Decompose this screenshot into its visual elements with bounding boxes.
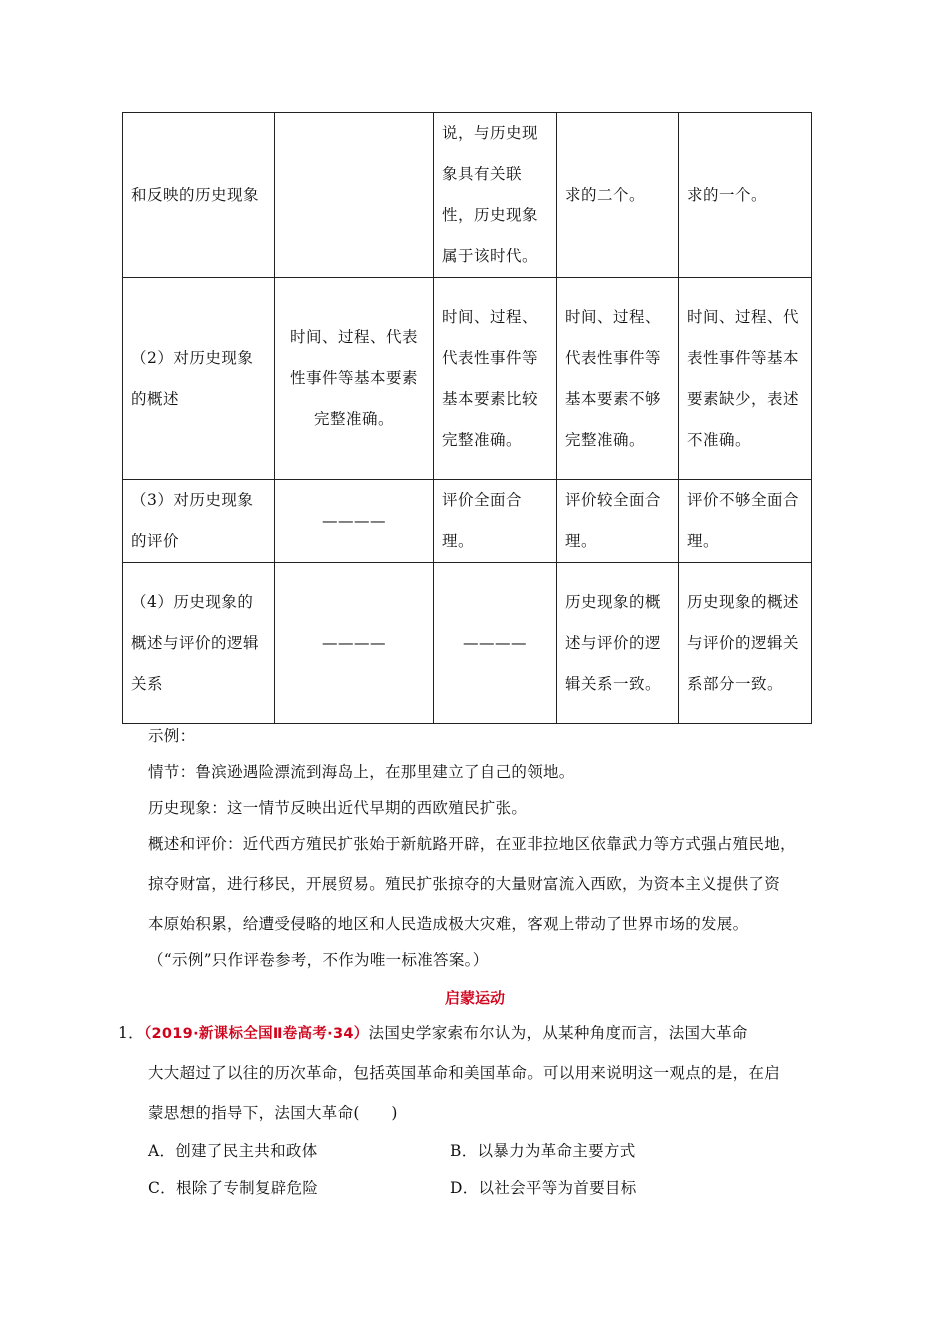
criterion-cell: （2）对历史现象的概述 <box>123 278 275 480</box>
example-phenomenon: 历史现象：这一情节反映出近代早期的西欧殖民扩张。 <box>148 799 528 817</box>
level1-cell: ———— <box>275 480 434 563</box>
question-source: （2019·新课标全国Ⅱ卷高考·34） <box>143 1026 369 1042</box>
criterion-cell: （4）历史现象的概述与评价的逻辑关系 <box>123 563 275 724</box>
level2-cell: 说，与历史现象具有关联性，历史现象属于该时代。 <box>434 113 557 278</box>
example-evaluation-line2: 掠夺财富，进行移民，开展贸易。殖民扩张掠夺的大量财富流入西欧，为资本主义提供了资 <box>148 875 781 893</box>
level3-cell: 历史现象的概述与评价的逻辑关系一致。 <box>557 563 679 724</box>
example-evaluation-line1: 概述和评价：近代西方殖民扩张始于新航路开辟，在亚非拉地区依靠武力等方式强占殖民地， <box>148 835 796 853</box>
option-b: B．以暴力为革命主要方式 <box>450 1142 636 1160</box>
level3-cell: 求的二个。 <box>557 113 679 278</box>
question-stem-1: 法国史学家索布尔认为，从某种角度而言，法国大革命 <box>368 1024 748 1042</box>
table-row <box>123 563 812 724</box>
question-number: 1． <box>118 1024 144 1042</box>
section-title: 启蒙运动 <box>444 989 505 1007</box>
option-a: A．创建了民主共和政体 <box>148 1142 318 1160</box>
level4-cell: 历史现象的概述与评价的逻辑关系部分一致。 <box>679 563 812 724</box>
criterion-cell: 和反映的历史现象 <box>123 113 275 278</box>
level1-cell: ———— <box>275 563 434 724</box>
level4-cell: 评价不够全面合理。 <box>679 480 812 563</box>
criterion-cell: （3）对历史现象的评价 <box>123 480 275 563</box>
question-stem-2: 大大超过了以往的历次革命，包括英国革命和美国革命。可以用来说明这一观点的是，在启 <box>148 1064 781 1082</box>
option-c: C．根除了专制复辟危险 <box>148 1179 319 1197</box>
question-line1 <box>118 1021 748 1043</box>
level1-cell <box>275 113 434 278</box>
table-row <box>123 113 812 278</box>
question-stem-3: 蒙思想的指导下，法国大革命( ) <box>148 1104 398 1122</box>
level2-cell: 时间、过程、代表性事件等基本要素比较完整准确。 <box>434 278 557 480</box>
option-d: D．以社会平等为首要目标 <box>450 1179 637 1197</box>
example-note: （“示例”只作评卷参考，不作为唯一标准答案。） <box>148 951 489 969</box>
example-evaluation-line3: 本原始积累，给遭受侵略的地区和人民造成极大灾难，客观上带动了世界市场的发展。 <box>148 915 749 933</box>
level2-cell: 评价全面合理。 <box>434 480 557 563</box>
table-row <box>123 278 812 480</box>
table-row <box>123 480 812 563</box>
example-heading: 示例： <box>148 727 196 745</box>
level4-cell: 求的一个。 <box>679 113 812 278</box>
grading-table <box>122 112 812 724</box>
level1-cell: 时间、过程、代表性事件等基本要素完整准确。 <box>275 278 434 480</box>
level3-cell: 评价较全面合理。 <box>557 480 679 563</box>
level2-cell: ———— <box>434 563 557 724</box>
level4-cell: 时间、过程、代表性事件等基本要素缺少，表述不准确。 <box>679 278 812 480</box>
level3-cell: 时间、过程、代表性事件等基本要素不够完整准确。 <box>557 278 679 480</box>
example-plot: 情节：鲁滨逊遇险漂流到海岛上，在那里建立了自己的领地。 <box>148 763 575 781</box>
